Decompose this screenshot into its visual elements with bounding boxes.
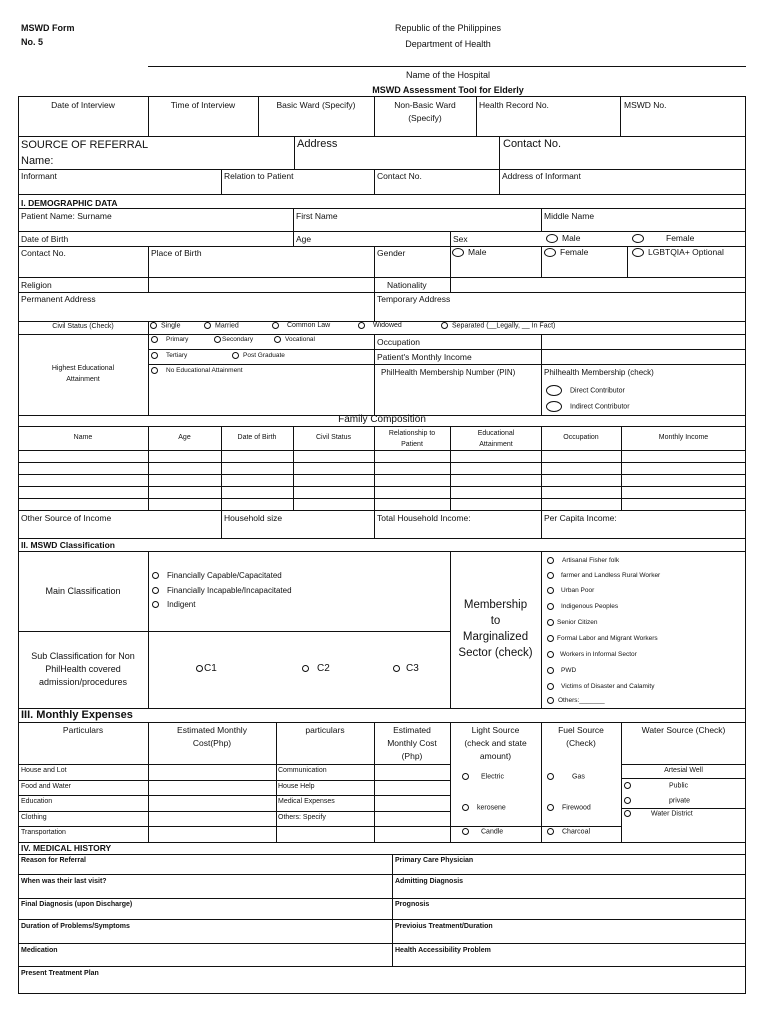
philhealth-check-label: Philhealth Membership (check): [544, 368, 654, 377]
edu-none-radio-icon[interactable]: [151, 367, 158, 374]
sector-senior[interactable]: Senior Citizen: [547, 619, 597, 626]
basic-ward-label: Basic Ward (Specify): [276, 100, 356, 110]
sector-farmer-radio-icon[interactable]: [547, 572, 554, 579]
gender-female-radio-icon[interactable]: [544, 248, 556, 257]
cs-common-law[interactable]: Common Law: [272, 322, 330, 329]
sex-female-option[interactable]: Female: [632, 233, 694, 243]
sector-indigenous[interactable]: Indigenous Peoples: [547, 603, 618, 610]
referral-contact-label: Contact No.: [503, 138, 562, 150]
fuel-header-2: (Check): [566, 738, 596, 748]
form-name-line1: MSWD Form: [21, 23, 75, 33]
sector-farmer[interactable]: farmer and Landless Rural Worker: [547, 572, 660, 579]
sub-c3[interactable]: C3: [393, 663, 419, 674]
sex-male-option[interactable]: Male: [546, 233, 580, 243]
edu-secondary-radio-icon[interactable]: [214, 336, 221, 343]
sex-female-radio-icon[interactable]: [632, 234, 644, 243]
exp-cost-header-2: Cost(Php): [192, 738, 232, 748]
water-district-radio-icon[interactable]: [624, 810, 631, 817]
light-electric[interactable]: Electric: [462, 773, 504, 780]
religion-label: Religion: [21, 280, 52, 290]
edu-secondary[interactable]: Secondary: [214, 336, 253, 343]
fuel-firewood[interactable]: Firewood: [547, 804, 591, 811]
main-classification-label: Main Classification: [45, 586, 121, 596]
philhealth-pin-label: PhilHealth Membership Number (PIN): [381, 368, 516, 377]
main-opt-capable[interactable]: Financially Capable/Capacitated: [152, 571, 282, 580]
direct-contributor-option[interactable]: Direct Contributor: [546, 385, 625, 396]
demographic-heading: I. DEMOGRAPHIC DATA: [21, 198, 118, 208]
expenses-heading: III. Monthly Expenses: [21, 709, 133, 721]
source-referral-label: SOURCE OF REFERRAL: [21, 139, 149, 151]
cs-widowed-radio-icon[interactable]: [358, 322, 365, 329]
light-candle[interactable]: Candle: [462, 828, 503, 835]
direct-contributor-radio-icon[interactable]: [546, 385, 562, 396]
relation-label: Relation to Patient: [224, 171, 294, 181]
temp-address-label: Temporary Address: [377, 294, 451, 304]
sector-artisanal[interactable]: Artisanal Fisher folk: [547, 557, 619, 564]
sex-male-radio-icon[interactable]: [546, 234, 558, 243]
per-capita-label: Per Capita Income:: [544, 513, 617, 523]
main-opt-incapable[interactable]: Financially Incapable/Incapacitated: [152, 586, 292, 595]
edu-none[interactable]: No Educational Attainment: [151, 367, 243, 374]
med-last-visit-label: When was their last visit?: [21, 878, 107, 885]
sub-c3-radio-icon[interactable]: [393, 665, 400, 672]
cs-married[interactable]: Married: [204, 322, 239, 329]
membership-label-3: Marginalized: [462, 631, 529, 643]
date-interview-label: Date of Interview: [51, 100, 115, 110]
civil-status-label: Civil Status (Check): [52, 323, 114, 330]
fam-col-name: Name: [73, 434, 93, 441]
indirect-contributor-radio-icon[interactable]: [546, 401, 562, 412]
sub-c2-radio-icon[interactable]: [302, 665, 309, 672]
place-birth-label: Place of Birth: [151, 248, 202, 258]
fam-col-education: Educational Attainment: [477, 430, 515, 448]
fam-col-income: Monthly Income: [658, 434, 709, 441]
fuel-header-1: Fuel Source: [558, 725, 604, 735]
sector-pwd-radio-icon[interactable]: [547, 667, 554, 674]
cs-separated-radio-icon[interactable]: [441, 322, 448, 329]
sector-indigenous-radio-icon[interactable]: [547, 603, 554, 610]
med-previous-treatment-label: Previoius Treatment/Duration: [395, 923, 493, 930]
non-basic-ward-label: Non-Basic Ward: [394, 100, 456, 110]
total-income-label: Total Household Income:: [377, 513, 471, 523]
med-final-diagnosis-label: Final Diagnosis (upon Discharge): [21, 901, 133, 908]
sector-others[interactable]: Others:_______: [547, 697, 605, 704]
referral-name-label: Name:: [21, 155, 54, 167]
gender-male-option[interactable]: Male: [452, 247, 486, 257]
time-interview-label: Time of Interview: [170, 100, 236, 110]
water-public-radio-icon[interactable]: [624, 782, 631, 789]
exp-item-education: Education: [21, 798, 53, 805]
occupation-label: Occupation: [377, 337, 420, 347]
exp-item-others: Others: Specify: [278, 814, 326, 821]
medical-heading: IV. MEDICAL HISTORY: [21, 843, 112, 853]
fam-col-occupation: Occupation: [563, 434, 599, 441]
form-name-line2: No. 5: [21, 37, 44, 47]
fuel-firewood-radio-icon[interactable]: [547, 804, 554, 811]
exp-est2-header-2: Monthly Cost: [387, 738, 437, 748]
edu-postgrad-radio-icon[interactable]: [232, 352, 239, 359]
exp-particulars2-header: particulars: [305, 725, 345, 735]
gender-male-radio-icon[interactable]: [452, 248, 464, 257]
edu-vocational-radio-icon[interactable]: [274, 336, 281, 343]
sub-c2[interactable]: C2: [302, 663, 330, 674]
hospital-name-label: Name of the Hospital: [405, 70, 491, 80]
exp-item-househelp: House Help: [278, 783, 315, 790]
sub-class-label-1: Sub Classification for Non: [31, 651, 135, 661]
surname-label: Patient Name: Surname: [21, 211, 112, 221]
mswd-no-label: MSWD No.: [624, 100, 667, 110]
light-candle-radio-icon[interactable]: [462, 828, 469, 835]
fuel-gas-radio-icon[interactable]: [547, 773, 554, 780]
light-electric-radio-icon[interactable]: [462, 773, 469, 780]
age-label: Age: [296, 234, 312, 244]
cs-common-law-radio-icon[interactable]: [272, 322, 279, 329]
referral-address-label: Address: [297, 138, 338, 150]
water-private-radio-icon[interactable]: [624, 797, 631, 804]
hea-label-2: Attainment: [66, 376, 100, 383]
gender-female-option[interactable]: Female: [544, 247, 588, 257]
fuel-gas[interactable]: Gas: [547, 773, 585, 780]
tool-title: MSWD Assessment Tool for Elderly: [372, 85, 524, 95]
sector-others-radio-icon[interactable]: [547, 697, 554, 704]
sex-label: Sex: [453, 234, 468, 244]
sector-victims-radio-icon[interactable]: [547, 683, 554, 690]
first-name-label: First Name: [296, 211, 338, 221]
informant-label: Informant: [21, 171, 57, 181]
sector-artisanal-radio-icon[interactable]: [547, 557, 554, 564]
department-text: Department of Health: [405, 39, 491, 49]
sector-urban-poor-radio-icon[interactable]: [547, 587, 554, 594]
sector-senior-radio-icon[interactable]: [547, 619, 554, 626]
med-prognosis-label: Prognosis: [395, 901, 430, 908]
edu-primary-radio-icon[interactable]: [151, 336, 158, 343]
health-record-label: Health Record No.: [479, 100, 549, 110]
household-size-label: Household size: [224, 513, 283, 523]
exp-est2-header-1: Estimated: [393, 725, 431, 735]
med-reason-label: Reason for Referral: [21, 857, 86, 864]
light-kerosene[interactable]: kerosene: [462, 804, 506, 811]
exp-item-food: Food and Water: [21, 783, 71, 790]
contact-label: Contact No.: [21, 248, 66, 258]
light-header-1: Light Source: [471, 725, 520, 735]
informant-address-label: Address of Informant: [502, 171, 581, 181]
gender-lgbt-option[interactable]: LGBTQIA+ Optional: [632, 247, 724, 257]
med-duration-label: Duration of Problems/Symptoms: [21, 923, 130, 930]
other-income-label: Other Source of Income: [21, 513, 112, 523]
med-accessibility-label: Health Accessibility Problem: [395, 947, 491, 954]
sector-pwd[interactable]: PWD: [547, 667, 576, 674]
edu-tertiary-radio-icon[interactable]: [151, 352, 158, 359]
gender-label: Gender: [377, 248, 406, 258]
med-physician-label: Primary Care Physician: [395, 857, 474, 864]
main-opt-indigent-radio-icon[interactable]: [152, 601, 159, 608]
exp-est2-header-3: (Php): [401, 751, 423, 761]
sector-victims[interactable]: Victims of Disaster and Calamity: [547, 683, 654, 690]
cs-single-radio-icon[interactable]: [150, 322, 157, 329]
sector-formal-labor[interactable]: Formal Labor and Migrant Workers: [547, 635, 658, 642]
water-district[interactable]: Water District: [624, 810, 693, 817]
informant-contact-label: Contact No.: [377, 171, 422, 181]
fuel-charcoal[interactable]: Charcoal: [547, 828, 590, 835]
sector-formal-labor-radio-icon[interactable]: [547, 635, 554, 642]
exp-particulars-header: Particulars: [62, 725, 104, 735]
gender-lgbt-radio-icon[interactable]: [632, 248, 644, 257]
exp-item-clothing: Clothing: [21, 814, 47, 821]
sub-class-label-3: admission/procedures: [38, 677, 128, 687]
family-title: Family Composition: [338, 414, 426, 425]
cs-married-radio-icon[interactable]: [204, 322, 211, 329]
med-admitting-label: Admitting Diagnosis: [395, 878, 464, 885]
light-header-3: amount): [479, 751, 512, 761]
classification-heading: II. MSWD Classification: [21, 540, 115, 550]
light-kerosene-radio-icon[interactable]: [462, 804, 469, 811]
exp-item-medical: Medical Expenses: [278, 798, 335, 805]
fam-col-relationship: Relationship to Patient: [388, 430, 436, 448]
fuel-charcoal-radio-icon[interactable]: [547, 828, 554, 835]
non-basic-ward-label2: (Specify): [408, 113, 442, 123]
main-opt-incapable-radio-icon[interactable]: [152, 587, 159, 594]
fam-col-civil: Civil Status: [315, 434, 351, 441]
edu-primary[interactable]: Primary: [151, 336, 188, 343]
med-treatment-plan-label: Present Treatment Plan: [21, 970, 99, 977]
dob-label: Date of Birth: [21, 234, 69, 244]
light-header-2: (check and state: [464, 738, 527, 748]
water-artesian: Artesial Well: [664, 767, 703, 774]
hospital-line: [148, 66, 746, 67]
middle-name-label: Middle Name: [544, 211, 595, 221]
fam-col-age: Age: [178, 434, 191, 441]
membership-label-1: Membership: [463, 599, 528, 611]
sub-c1[interactable]: C1: [196, 663, 217, 674]
sector-informal[interactable]: Workers in Informal Sector: [547, 651, 637, 658]
main-opt-capable-radio-icon[interactable]: [152, 572, 159, 579]
republic-text: Republic of the Philippines: [394, 23, 502, 33]
edu-postgrad[interactable]: Post Graduate: [232, 352, 285, 359]
cs-widowed[interactable]: Widowed: [358, 322, 402, 329]
cs-separated[interactable]: Separated (__Legally, __ In Fact): [441, 322, 555, 329]
membership-label-4: Sector (check): [458, 647, 533, 659]
nationality-label: Nationality: [387, 280, 427, 290]
monthly-income-label: Patient's Monthly Income: [377, 352, 472, 362]
water-header: Water Source (Check): [641, 725, 726, 735]
sector-informal-radio-icon[interactable]: [547, 651, 554, 658]
edu-vocational[interactable]: Vocational: [274, 336, 315, 343]
indirect-contributor-option[interactable]: Indirect Contributor: [546, 401, 630, 412]
exp-cost-header-1: Estimated Monthly: [177, 725, 247, 735]
perm-address-label: Permanent Address: [21, 294, 96, 304]
exp-item-house: House and Lot: [21, 767, 67, 774]
sub-class-label-2: PhilHealth covered: [45, 664, 121, 674]
sector-urban-poor[interactable]: Urban Poor: [547, 587, 594, 594]
cs-single[interactable]: Single: [150, 322, 180, 329]
sub-c1-radio-icon[interactable]: [196, 665, 203, 672]
med-medication-label: Medication: [21, 947, 58, 954]
exp-item-transportation: Transportation: [21, 829, 66, 836]
water-private[interactable]: private: [624, 797, 690, 804]
hea-label-1: Highest Educational: [51, 365, 115, 372]
fam-col-dob: Date of Birth: [237, 434, 277, 441]
edu-tertiary[interactable]: Tertiary: [151, 352, 187, 359]
main-opt-indigent[interactable]: Indigent: [152, 600, 195, 609]
exp-item-communication: Communication: [278, 767, 327, 774]
water-public[interactable]: Public: [624, 782, 688, 789]
membership-label-2: to: [490, 615, 501, 627]
